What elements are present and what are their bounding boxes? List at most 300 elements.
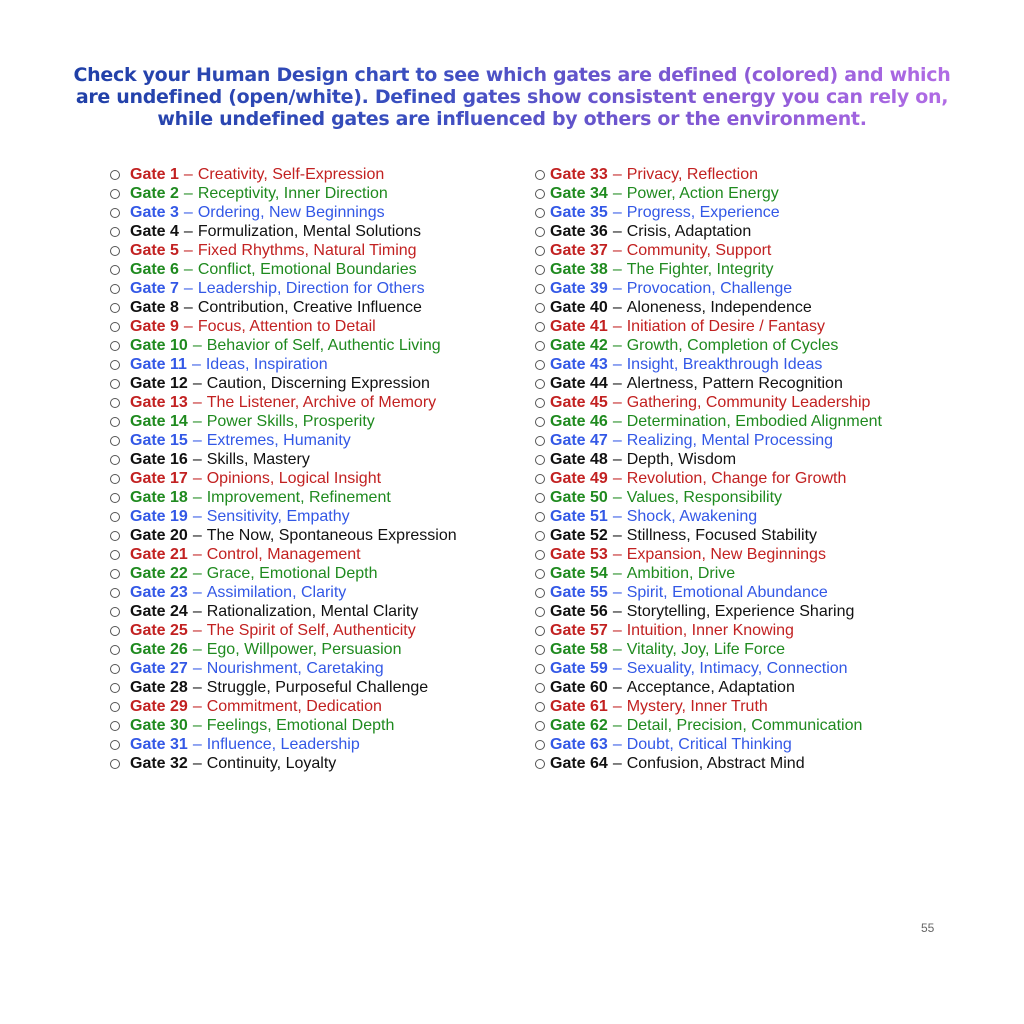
gate-separator: –	[612, 546, 622, 563]
checkbox-circle-icon[interactable]	[110, 569, 120, 579]
gate-item	[535, 298, 882, 317]
gate-item	[535, 507, 882, 526]
gate-item	[110, 754, 457, 773]
gate-number: Gate 29	[130, 698, 188, 715]
gate-item	[110, 412, 457, 431]
checkbox-circle-icon[interactable]	[110, 550, 120, 560]
gate-number: Gate 16	[130, 451, 188, 468]
gate-item	[535, 393, 882, 412]
gate-description: Creativity, Self-Expression	[197, 166, 385, 183]
gate-separator: –	[183, 318, 193, 335]
gate-number: Gate 5	[130, 242, 179, 259]
gate-description: Detail, Precision, Communication	[626, 717, 863, 734]
gate-description: Mystery, Inner Truth	[626, 698, 768, 715]
gate-description: Vitality, Joy, Life Force	[626, 641, 785, 658]
checkbox-circle-icon[interactable]	[535, 379, 545, 389]
gate-number: Gate 23	[130, 584, 188, 601]
gate-number: Gate 55	[550, 584, 608, 601]
gate-description: The Now, Spontaneous Expression	[206, 527, 457, 544]
gate-item	[535, 640, 882, 659]
gate-number: Gate 31	[130, 736, 188, 753]
checkbox-circle-icon[interactable]	[535, 512, 545, 522]
gate-item	[535, 716, 882, 735]
checkbox-circle-icon[interactable]	[110, 531, 120, 541]
gate-description: Storytelling, Experience Sharing	[626, 603, 855, 620]
checkbox-circle-icon[interactable]	[535, 417, 545, 427]
gate-description: Crisis, Adaptation	[626, 223, 752, 240]
checkbox-circle-icon[interactable]	[110, 341, 120, 351]
gate-item	[110, 507, 457, 526]
gate-description: Sexuality, Intimacy, Connection	[626, 660, 848, 677]
checkbox-circle-icon[interactable]	[110, 246, 120, 256]
checkbox-circle-icon[interactable]	[110, 626, 120, 636]
gate-description: Control, Management	[206, 546, 361, 563]
gate-description: Ideas, Inspiration	[205, 356, 328, 373]
gate-separator: –	[612, 280, 622, 297]
checkbox-circle-icon[interactable]	[535, 588, 545, 598]
gate-item	[535, 526, 882, 545]
gate-description: Rationalization, Mental Clarity	[206, 603, 419, 620]
gate-number: Gate 8	[130, 299, 179, 316]
gate-number: Gate 12	[130, 375, 188, 392]
gate-item	[110, 450, 457, 469]
checkbox-circle-icon[interactable]	[535, 721, 545, 731]
gate-item	[110, 621, 457, 640]
gate-separator: –	[612, 508, 622, 525]
gate-number: Gate 51	[550, 508, 608, 525]
gate-description: Spirit, Emotional Abundance	[626, 584, 828, 601]
checkbox-circle-icon[interactable]	[110, 759, 120, 769]
checkbox-circle-icon[interactable]	[110, 379, 120, 389]
checkbox-circle-icon[interactable]	[535, 474, 545, 484]
gate-separator: –	[192, 413, 202, 430]
checkbox-circle-icon[interactable]	[535, 531, 545, 541]
gate-description: Insight, Breakthrough Ideas	[626, 356, 823, 373]
gate-separator: –	[183, 299, 193, 316]
gate-item	[110, 526, 457, 545]
gate-item	[110, 298, 457, 317]
gate-number: Gate 63	[550, 736, 608, 753]
checkbox-circle-icon[interactable]	[110, 303, 120, 313]
gate-number: Gate 9	[130, 318, 179, 335]
checkbox-circle-icon[interactable]	[110, 493, 120, 503]
gate-description: Revolution, Change for Growth	[626, 470, 847, 487]
gate-description: Extremes, Humanity	[206, 432, 351, 449]
gate-description: The Spirit of Self, Authenticity	[206, 622, 416, 639]
gate-item	[110, 640, 457, 659]
checkbox-circle-icon[interactable]	[110, 189, 120, 199]
gate-separator: –	[612, 261, 622, 278]
gate-item	[535, 545, 882, 564]
checkbox-circle-icon[interactable]	[110, 208, 120, 218]
gate-separator: –	[192, 546, 202, 563]
checkbox-circle-icon[interactable]	[535, 322, 545, 332]
checkbox-circle-icon[interactable]	[535, 208, 545, 218]
gate-number: Gate 15	[130, 432, 188, 449]
checkbox-circle-icon[interactable]	[110, 360, 120, 370]
gate-number: Gate 60	[550, 679, 608, 696]
gate-item	[110, 431, 457, 450]
gate-item	[535, 431, 882, 450]
gate-description: Conflict, Emotional Boundaries	[197, 261, 417, 278]
gate-separator: –	[192, 717, 202, 734]
checkbox-circle-icon[interactable]	[110, 645, 120, 655]
checkbox-circle-icon[interactable]	[535, 607, 545, 617]
gate-number: Gate 37	[550, 242, 608, 259]
checkbox-circle-icon[interactable]	[535, 550, 545, 560]
gate-separator: –	[612, 242, 622, 259]
gate-description: Community, Support	[626, 242, 772, 259]
checkbox-circle-icon[interactable]	[110, 607, 120, 617]
gate-separator: –	[191, 356, 201, 373]
gate-number: Gate 46	[550, 413, 608, 430]
gate-item	[110, 488, 457, 507]
page-number: 55	[921, 921, 935, 935]
gate-description: Sensitivity, Empathy	[206, 508, 350, 525]
gate-item	[110, 355, 457, 374]
gate-separator: –	[612, 660, 622, 677]
checkbox-circle-icon[interactable]	[535, 626, 545, 636]
gate-number: Gate 59	[550, 660, 608, 677]
checkbox-circle-icon[interactable]	[110, 170, 120, 180]
gate-number: Gate 10	[130, 337, 188, 354]
checkbox-circle-icon[interactable]	[110, 664, 120, 674]
checkbox-circle-icon[interactable]	[110, 322, 120, 332]
gate-separator: –	[183, 280, 193, 297]
gate-number: Gate 39	[550, 280, 608, 297]
gate-item	[535, 184, 882, 203]
gate-separator: –	[192, 527, 202, 544]
gate-description: Aloneness, Independence	[626, 299, 812, 316]
gate-separator: –	[612, 413, 622, 430]
gate-number: Gate 56	[550, 603, 608, 620]
gate-separator: –	[192, 375, 202, 392]
checkbox-circle-icon[interactable]	[535, 455, 545, 465]
gate-separator: –	[612, 565, 622, 582]
gate-description: Provocation, Challenge	[626, 280, 793, 297]
gate-item	[110, 697, 457, 716]
checkbox-circle-icon[interactable]	[110, 683, 120, 693]
gate-separator: –	[192, 489, 202, 506]
gate-item	[535, 564, 882, 583]
gate-separator: –	[192, 603, 202, 620]
gate-number: Gate 30	[130, 717, 188, 734]
gate-separator: –	[612, 717, 622, 734]
checkbox-circle-icon[interactable]	[110, 265, 120, 275]
gate-separator: –	[192, 432, 202, 449]
gate-number: Gate 13	[130, 394, 188, 411]
gate-number: Gate 17	[130, 470, 188, 487]
gate-number: Gate 38	[550, 261, 608, 278]
gate-item	[110, 545, 457, 564]
gate-item	[535, 165, 882, 184]
checkbox-circle-icon[interactable]	[110, 512, 120, 522]
gate-separator: –	[192, 584, 202, 601]
checkbox-circle-icon[interactable]	[110, 588, 120, 598]
gate-item	[535, 317, 882, 336]
gate-description: Stillness, Focused Stability	[626, 527, 818, 544]
gate-description: Shock, Awakening	[626, 508, 758, 525]
checkbox-circle-icon[interactable]	[110, 436, 120, 446]
gate-item	[110, 222, 457, 241]
gate-item	[535, 488, 882, 507]
gate-separator: –	[612, 755, 622, 772]
gate-description: Growth, Completion of Cycles	[626, 337, 839, 354]
gates-list-left	[110, 165, 457, 773]
gate-separator: –	[612, 166, 622, 183]
checkbox-circle-icon[interactable]	[535, 702, 545, 712]
gate-separator: –	[192, 698, 202, 715]
gate-separator: –	[612, 679, 622, 696]
gate-description: Caution, Discerning Expression	[206, 375, 430, 392]
gate-number: Gate 52	[550, 527, 608, 544]
gate-number: Gate 3	[130, 204, 179, 221]
gate-number: Gate 64	[550, 755, 608, 772]
checkbox-circle-icon[interactable]	[110, 474, 120, 484]
gate-item	[110, 602, 457, 621]
gate-number: Gate 4	[130, 223, 179, 240]
checkbox-circle-icon[interactable]	[535, 284, 545, 294]
gate-number: Gate 62	[550, 717, 608, 734]
gate-separator: –	[612, 470, 622, 487]
gate-number: Gate 40	[550, 299, 608, 316]
gate-description: Improvement, Refinement	[206, 489, 391, 506]
gate-description: Power Skills, Prosperity	[206, 413, 375, 430]
checkbox-circle-icon[interactable]	[535, 645, 545, 655]
gate-number: Gate 36	[550, 223, 608, 240]
gate-item	[535, 279, 882, 298]
gate-separator: –	[612, 394, 622, 411]
gate-description: Gathering, Community Leadership	[626, 394, 871, 411]
gate-separator: –	[192, 394, 202, 411]
gate-number: Gate 47	[550, 432, 608, 449]
gate-item	[535, 469, 882, 488]
gate-description: Feelings, Emotional Depth	[206, 717, 395, 734]
gate-separator: –	[192, 451, 202, 468]
gate-number: Gate 49	[550, 470, 608, 487]
gate-item	[110, 393, 457, 412]
gate-number: Gate 18	[130, 489, 188, 506]
gate-number: Gate 27	[130, 660, 188, 677]
gate-separator: –	[612, 337, 622, 354]
checkbox-circle-icon[interactable]	[535, 436, 545, 446]
gate-number: Gate 6	[130, 261, 179, 278]
gate-description: Leadership, Direction for Others	[197, 280, 425, 297]
checkbox-circle-icon[interactable]	[535, 189, 545, 199]
checkbox-circle-icon[interactable]	[535, 493, 545, 503]
gate-number: Gate 58	[550, 641, 608, 658]
gate-separator: –	[192, 679, 202, 696]
checkbox-circle-icon[interactable]	[110, 702, 120, 712]
gate-number: Gate 19	[130, 508, 188, 525]
gate-separator: –	[192, 337, 202, 354]
gate-item	[110, 336, 457, 355]
gate-description: Skills, Mastery	[206, 451, 310, 468]
checkbox-circle-icon[interactable]	[535, 360, 545, 370]
gate-separator: –	[183, 185, 193, 202]
gate-description: Receptivity, Inner Direction	[197, 185, 388, 202]
gate-item	[535, 583, 882, 602]
checkbox-circle-icon[interactable]	[535, 227, 545, 237]
gate-separator: –	[612, 223, 622, 240]
gate-separator: –	[612, 698, 622, 715]
checkbox-circle-icon[interactable]	[110, 227, 120, 237]
gate-item	[110, 279, 457, 298]
gate-item	[535, 260, 882, 279]
gate-item	[535, 241, 882, 260]
gate-item	[535, 602, 882, 621]
checkbox-circle-icon[interactable]	[110, 417, 120, 427]
gate-item	[110, 659, 457, 678]
gate-number: Gate 2	[130, 185, 179, 202]
gate-separator: –	[192, 755, 202, 772]
gate-description: Focus, Attention to Detail	[197, 318, 376, 335]
gate-item	[535, 697, 882, 716]
gate-number: Gate 42	[550, 337, 608, 354]
checkbox-circle-icon[interactable]	[535, 740, 545, 750]
gate-separator: –	[192, 660, 202, 677]
gate-description: Ordering, New Beginnings	[197, 204, 385, 221]
gate-number: Gate 50	[550, 489, 608, 506]
gate-item	[110, 716, 457, 735]
gate-separator: –	[612, 318, 622, 335]
gate-separator: –	[612, 527, 622, 544]
gate-description: Expansion, New Beginnings	[626, 546, 826, 563]
gate-description: Struggle, Purposeful Challenge	[206, 679, 429, 696]
gate-number: Gate 61	[550, 698, 608, 715]
gate-separator: –	[183, 261, 193, 278]
gate-number: Gate 33	[550, 166, 608, 183]
gate-number: Gate 35	[550, 204, 608, 221]
gate-separator: –	[612, 641, 622, 658]
gate-description: The Listener, Archive of Memory	[206, 394, 437, 411]
gate-description: The Fighter, Integrity	[626, 261, 774, 278]
gate-number: Gate 7	[130, 280, 179, 297]
gate-separator: –	[612, 603, 622, 620]
gate-separator: –	[612, 622, 622, 639]
gate-description: Contribution, Creative Influence	[197, 299, 422, 316]
gate-separator: –	[183, 204, 193, 221]
gate-number: Gate 57	[550, 622, 608, 639]
gate-separator: –	[612, 185, 622, 202]
gate-separator: –	[612, 299, 622, 316]
gate-description: Grace, Emotional Depth	[206, 565, 378, 582]
gate-separator: –	[183, 166, 193, 183]
gate-description: Values, Responsibility	[626, 489, 783, 506]
gate-number: Gate 34	[550, 185, 608, 202]
gate-description: Confusion, Abstract Mind	[626, 755, 805, 772]
gate-item	[110, 317, 457, 336]
gate-number: Gate 21	[130, 546, 188, 563]
gate-description: Initiation of Desire / Fantasy	[626, 318, 826, 335]
gate-description: Acceptance, Adaptation	[626, 679, 795, 696]
gate-separator: –	[612, 489, 622, 506]
gate-description: Intuition, Inner Knowing	[626, 622, 794, 639]
gate-separator: –	[612, 375, 622, 392]
gate-description: Commitment, Dedication	[206, 698, 382, 715]
gate-description: Influence, Leadership	[206, 736, 360, 753]
gate-item	[535, 450, 882, 469]
gate-item	[110, 203, 457, 222]
gate-separator: –	[192, 622, 202, 639]
gate-separator: –	[612, 736, 622, 753]
gate-number: Gate 22	[130, 565, 188, 582]
gate-number: Gate 43	[550, 356, 608, 373]
gate-description: Progress, Experience	[626, 204, 780, 221]
checkbox-circle-icon[interactable]	[110, 284, 120, 294]
gate-description: Doubt, Critical Thinking	[626, 736, 792, 753]
gate-separator: –	[183, 223, 193, 240]
gate-item	[535, 374, 882, 393]
gate-separator: –	[192, 470, 202, 487]
gate-description: Formulization, Mental Solutions	[197, 223, 422, 240]
gate-item	[535, 659, 882, 678]
checkbox-circle-icon[interactable]	[535, 246, 545, 256]
checkbox-circle-icon[interactable]	[535, 265, 545, 275]
gate-description: Continuity, Loyalty	[206, 755, 337, 772]
gate-item	[110, 564, 457, 583]
gate-item	[535, 412, 882, 431]
gate-number: Gate 11	[130, 356, 187, 373]
gate-number: Gate 32	[130, 755, 188, 772]
checkbox-circle-icon[interactable]	[110, 398, 120, 408]
gate-description: Power, Action Energy	[626, 185, 779, 202]
gate-number: Gate 1	[130, 166, 179, 183]
checkbox-circle-icon[interactable]	[535, 759, 545, 769]
gate-separator: –	[192, 508, 202, 525]
gate-number: Gate 28	[130, 679, 188, 696]
checkbox-circle-icon[interactable]	[110, 721, 120, 731]
gate-description: Behavior of Self, Authentic Living	[206, 337, 441, 354]
checkbox-circle-icon[interactable]	[535, 569, 545, 579]
gate-number: Gate 45	[550, 394, 608, 411]
gate-separator: –	[192, 565, 202, 582]
gate-item	[535, 336, 882, 355]
gate-item	[110, 241, 457, 260]
gate-description: Opinions, Logical Insight	[206, 470, 382, 487]
gate-number: Gate 24	[130, 603, 188, 620]
checkbox-circle-icon[interactable]	[535, 303, 545, 313]
instructions-heading: Check your Human Design chart to see which gates are defined (colored) and which are undefined (open/white). Defined gates show consistent energy you can rely on, while undefined gates are influenced by others or the environment.	[60, 64, 964, 130]
gate-description: Assimilation, Clarity	[206, 584, 347, 601]
gate-item	[110, 374, 457, 393]
checkbox-circle-icon[interactable]	[535, 398, 545, 408]
gate-item	[535, 621, 882, 640]
gate-separator: –	[183, 242, 193, 259]
checkbox-circle-icon[interactable]	[535, 341, 545, 351]
checkbox-circle-icon[interactable]	[110, 740, 120, 750]
gate-separator: –	[612, 451, 622, 468]
checkbox-circle-icon[interactable]	[535, 170, 545, 180]
gate-separator: –	[612, 432, 622, 449]
gate-description: Alertness, Pattern Recognition	[626, 375, 843, 392]
gate-item	[535, 754, 882, 773]
gate-description: Ambition, Drive	[626, 565, 736, 582]
gate-item	[110, 184, 457, 203]
gate-description: Realizing, Mental Processing	[626, 432, 834, 449]
gate-item	[110, 260, 457, 279]
gate-description: Determination, Embodied Alignment	[626, 413, 882, 430]
checkbox-circle-icon[interactable]	[110, 455, 120, 465]
gate-separator: –	[612, 584, 622, 601]
gate-separator: –	[192, 641, 202, 658]
checkbox-circle-icon[interactable]	[535, 664, 545, 674]
gate-number: Gate 53	[550, 546, 608, 563]
gate-number: Gate 20	[130, 527, 188, 544]
gate-item	[110, 583, 457, 602]
checkbox-circle-icon[interactable]	[535, 683, 545, 693]
gate-description: Depth, Wisdom	[626, 451, 737, 468]
